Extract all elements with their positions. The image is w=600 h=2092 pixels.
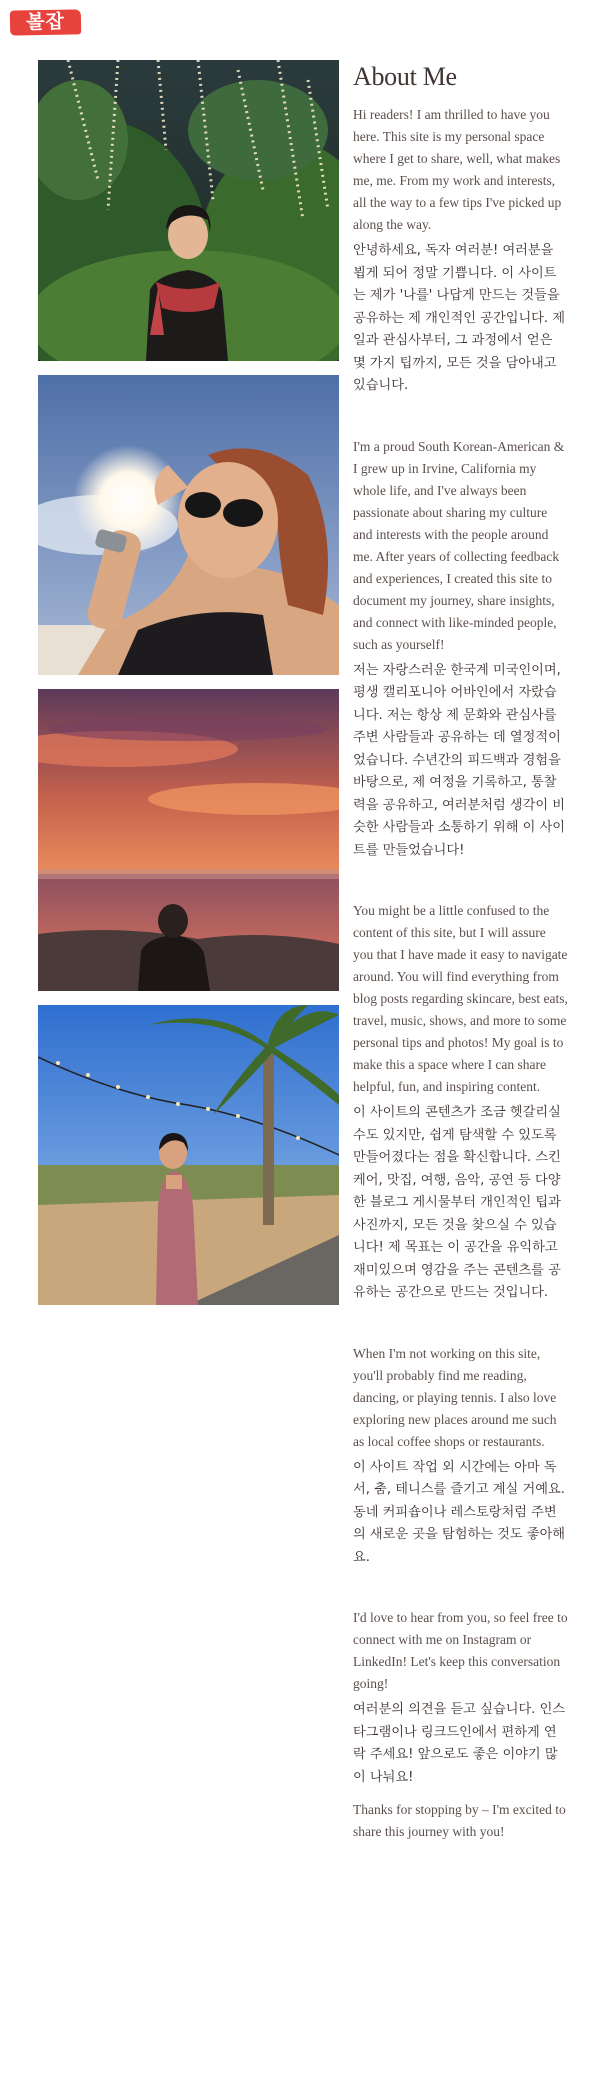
about-paragraph-en: You might be a little confused to the content of this site, but I will assure you that I have made it easy to navigate around. You will find everything from blog posts regarding skincare, best eats, travel, music, shows, and more to some personal tips and photos! My goal is to make this a space where I can share helpful, fun, and inspiring content. <box>353 903 568 1094</box>
about-paragraph-ko: 이 사이트 작업 외 시간에는 아마 독서, 춤, 테니스를 즐기고 계실 거예요. 동네 커피숍이나 레스토랑처럼 주변의 새로운 곳을 탐험하는 것도 좋아해요. <box>353 1459 566 1565</box>
photo-garden-lights <box>38 60 339 361</box>
about-paragraph-ko: 안녕하세요, 독자 여러분! 여러분을 뵙게 되어 정말 기쁩니다. 이 사이트는 제가 '나를' 나답게 만드는 것들을 공유하는 제 개인적인 공간입니다. 제 일과 관심사부터, 그 과정에서 얻은 몇 가지 팁까지, 모든 것을 담아내고 있습니다. <box>353 243 566 393</box>
about-paragraph-en: Hi readers! I am thrilled to have you here. This site is my personal space where I get to share, well, what makes me, me. From my work and interests, all the way to a few tips I've picked up along the way. <box>353 107 562 232</box>
about-paragraph-ko: 이 사이트의 콘텐츠가 조금 헷갈리실 수도 있지만, 쉽게 탐색할 수 있도록 만들어졌다는 점을 확신합니다. 스킨케어, 맛집, 여행, 음악, 공연 등 다양한 블로그 게시물부터 개인적인 팁과 사진까지, 모든 것을 찾으실 수 있습니다! 제 목표는 이 공간을 유익하고 재미있으며 영감을 주는 콘텐츠를 공유하는 공간으로 만드는 것입니다. <box>353 1105 561 1300</box>
page-title: About Me <box>353 62 457 91</box>
about-content <box>353 62 568 1847</box>
about-paragraph-ko: 저는 자랑스러운 한국계 미국인이며, 평생 캘리포니아 어바인에서 자랐습니다. 저는 항상 제 문화와 관심사를 주변 사람들과 공유하는 데 열정적이었습니다. 수년간의 피드백과 경험을 바탕으로, 제 여정을 기록하고, 통찰력을 공유하고, 여러분처럼 생각이 비슷한 사람들과 소통하기 위해 이 사이트를 만들었습니다! <box>353 662 566 858</box>
about-paragraph-en: I'm a proud South Korean-American & I grew up in Irvine, California my whole life, and I've always been passionate about sharing my culture and interests with the people around me. After years of collecting feedback and experiences, I created this site to document my journey, share insights, and connect with like-minded people, such as yourself! <box>353 438 565 652</box>
photo-ocean-sunset <box>38 689 339 991</box>
about-paragraph-en: When I'm not working on this site, you'll probably find me reading, dancing, or playing tennis. I also love exploring new places around me such as local coffee shops or restaurants. <box>353 1345 557 1449</box>
site-logo[interactable]: 볼잡 <box>10 9 81 35</box>
about-paragraph-ko: 여러분의 의견을 듣고 싶습니다. 인스타그램이나 링크드인에서 편하게 연락 주세요! 앞으로도 좋은 이야기 많이 나눠요! <box>353 1702 566 1785</box>
closing-text: Thanks for stopping by – I'm excited to share this journey with you! <box>353 1802 566 1839</box>
about-paragraph-en: I'd love to hear from you, so feel free to connect with me on Instagram or LinkedIn! Let's keep this conversation going! <box>353 1610 568 1691</box>
photo-palm-tree-dress <box>38 1005 339 1305</box>
photo-sunglasses-selfie <box>38 375 339 675</box>
